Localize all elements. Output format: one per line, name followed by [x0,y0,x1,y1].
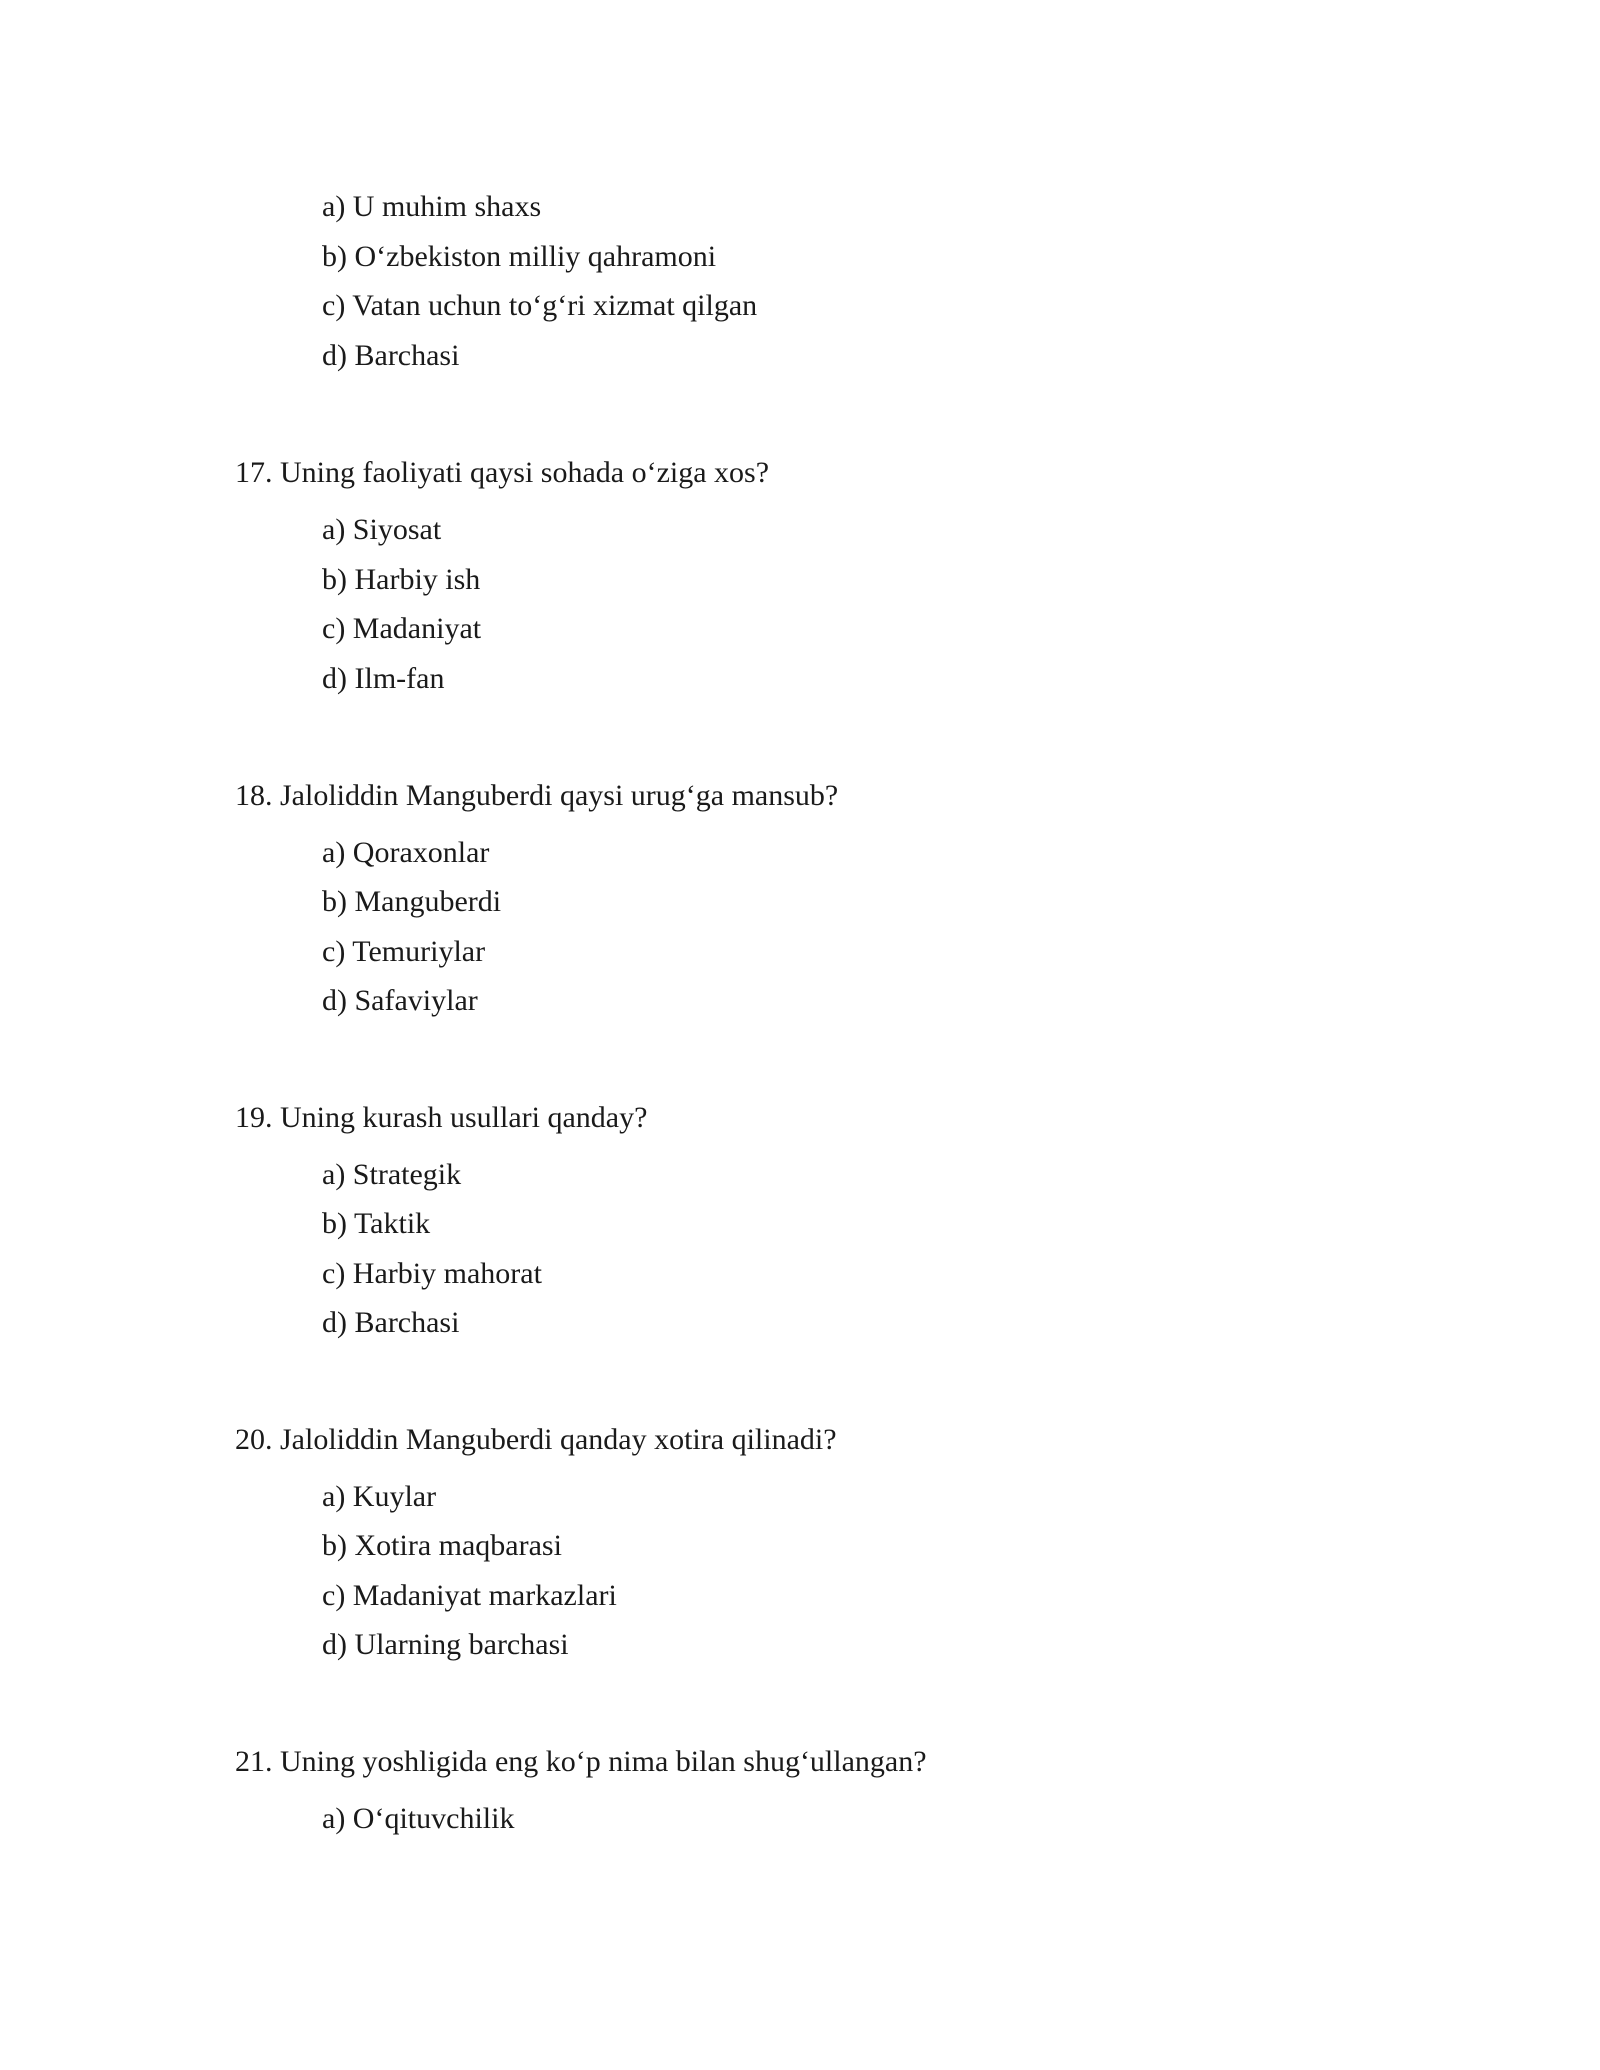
option-a: a) Siyosat [322,513,442,546]
option-b: b) O‘zbekiston milliy qahramoni [322,240,717,273]
question-text: 18. Jaloliddin Manguberdi qaysi urug‘ga mansub? [235,779,839,812]
option-d: d) Barchasi [322,339,460,372]
option-a: a) Qoraxonlar [322,836,490,869]
option-b: b) Harbiy ish [322,563,481,596]
question-text: 17. Uning faoliyati qaysi sohada o‘ziga xos? [235,456,770,489]
option-a: a) Kuylar [322,1480,437,1513]
option-b: b) Taktik [322,1207,431,1240]
option-c: c) Madaniyat [322,612,482,645]
option-d: d) Ularning barchasi [322,1628,569,1661]
option-c: c) Madaniyat markazlari [322,1579,617,1612]
option-c: c) Temuriylar [322,935,486,968]
option-d: d) Ilm-fan [322,662,445,695]
option-d: d) Safaviylar [322,984,478,1017]
question-text: 19. Uning kurash usullari qanday? [235,1101,648,1134]
option-b: b) Xotira maqbarasi [322,1529,562,1562]
option-a: a) O‘qituvchilik [322,1802,515,1835]
question-text: 21. Uning yoshligida eng ko‘p nima bilan shug‘ullangan? [235,1745,927,1778]
option-a: a) Strategik [322,1158,462,1191]
option-c: c) Vatan uchun to‘g‘ri xizmat qilgan [322,289,758,322]
option-a: a) U muhim shaxs [322,190,542,223]
question-text: 20. Jaloliddin Manguberdi qanday xotira qilinadi? [235,1423,837,1456]
option-d: d) Barchasi [322,1306,460,1339]
option-c: c) Harbiy mahorat [322,1257,542,1290]
option-b: b) Manguberdi [322,885,502,918]
